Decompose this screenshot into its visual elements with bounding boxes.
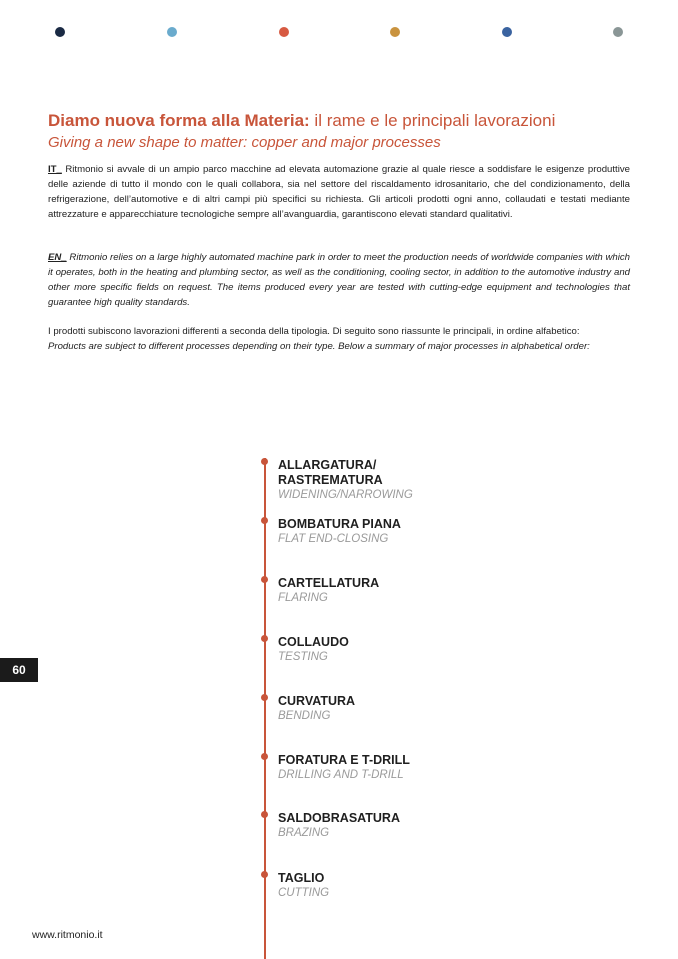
process-name-it: ALLARGATURA/ RASTREMATURA — [278, 458, 383, 487]
process-name-en: BENDING — [278, 710, 331, 722]
paragraph-it — [48, 162, 630, 222]
process-name-en: FLAT END-CLOSING — [278, 533, 389, 545]
timeline-node — [261, 811, 268, 818]
process-item — [278, 576, 578, 605]
process-timeline — [264, 458, 266, 959]
page-number: 60 — [0, 658, 38, 682]
header-dot-3 — [279, 27, 289, 37]
process-item — [278, 694, 578, 723]
process-name-en: WIDENING/NARROWING — [278, 489, 413, 501]
timeline-node — [261, 458, 268, 465]
page-title-bold: Diamo nuova forma alla Materia: — [48, 111, 310, 130]
paragraph-en-tag: EN_ — [48, 252, 67, 263]
process-item — [278, 458, 578, 502]
paragraph-en — [48, 250, 630, 310]
process-name-en: CUTTING — [278, 887, 330, 899]
page-title — [48, 110, 648, 132]
process-item — [278, 811, 578, 840]
page-subtitle: Giving a new shape to matter: copper and major processes — [48, 134, 441, 151]
process-item — [278, 517, 578, 546]
process-name-en: TESTING — [278, 651, 328, 663]
process-name-it: CARTELLATURA — [278, 576, 380, 590]
timeline-node — [261, 576, 268, 583]
process-name-en: FLARING — [278, 592, 328, 604]
timeline-node — [261, 517, 268, 524]
timeline-node — [261, 635, 268, 642]
process-item — [278, 871, 578, 900]
process-name-it: BOMBATURA PIANA — [278, 517, 401, 531]
intro-it: I prodotti subiscono lavorazioni differenti a seconda della tipologia. Di seguito sono riassunte le principali, in ordine alfabetico: — [48, 326, 580, 337]
timeline-node — [261, 694, 268, 701]
process-name-it: TAGLIO — [278, 871, 325, 885]
process-name-it: CURVATURA — [278, 694, 356, 708]
header-dot-2 — [167, 27, 177, 37]
page-title-rest: il rame e le principali lavorazioni — [309, 111, 556, 130]
website-link[interactable]: www.ritmonio.it — [32, 929, 103, 941]
paragraph-en-text: Ritmonio relies on a large highly automated machine park in order to meet the production needs of worldwide companies with which it operates, both in the heating and plumbing sector, as well as the conditioning, cooling sector, in addition to the automotive industry and other more specific fields on request. The items produced every year are tested with cutting-edge equipment and technologies that guarantee high quality standards. — [48, 252, 630, 308]
process-name-it: SALDOBRASATURA — [278, 811, 400, 825]
header-dot-1 — [55, 27, 65, 37]
process-name-en: BRAZING — [278, 827, 330, 839]
header-dot-6 — [613, 27, 623, 37]
process-name-it: FORATURA E T-DRILL — [278, 753, 410, 767]
header-dot-5 — [502, 27, 512, 37]
process-name-en: DRILLING AND T-DRILL — [278, 769, 404, 781]
timeline-node — [261, 753, 268, 760]
process-name-it: COLLAUDO — [278, 635, 349, 649]
header-dot-4 — [390, 27, 400, 37]
process-item — [278, 635, 578, 664]
paragraph-it-text: Ritmonio si avvale di un ampio parco macchine ad elevata automazione grazie al quale riesce a soddisfare le esigenze produttive delle aziende di tutto il mondo con le quali collabora, sia nel settore del riscaldamento idrosanitario, che del condizionamento, della refrigerazione, dell’automotive e di altri campi più specifici su richiesta. Gli articoli prodotti ogni anno, collaudati e testati mediante attrezzature e apparecchiature tecnologiche sempre all’avanguardia, garantiscono elevati standard qualitativi. — [48, 164, 630, 220]
intro-en: Products are subject to different processes depending on their type. Below a summary of major processes in alphabetical order: — [48, 341, 590, 352]
process-item — [278, 753, 578, 782]
paragraph-it-tag: IT_ — [48, 164, 62, 175]
timeline-node — [261, 871, 268, 878]
intro-paragraph — [48, 324, 630, 354]
